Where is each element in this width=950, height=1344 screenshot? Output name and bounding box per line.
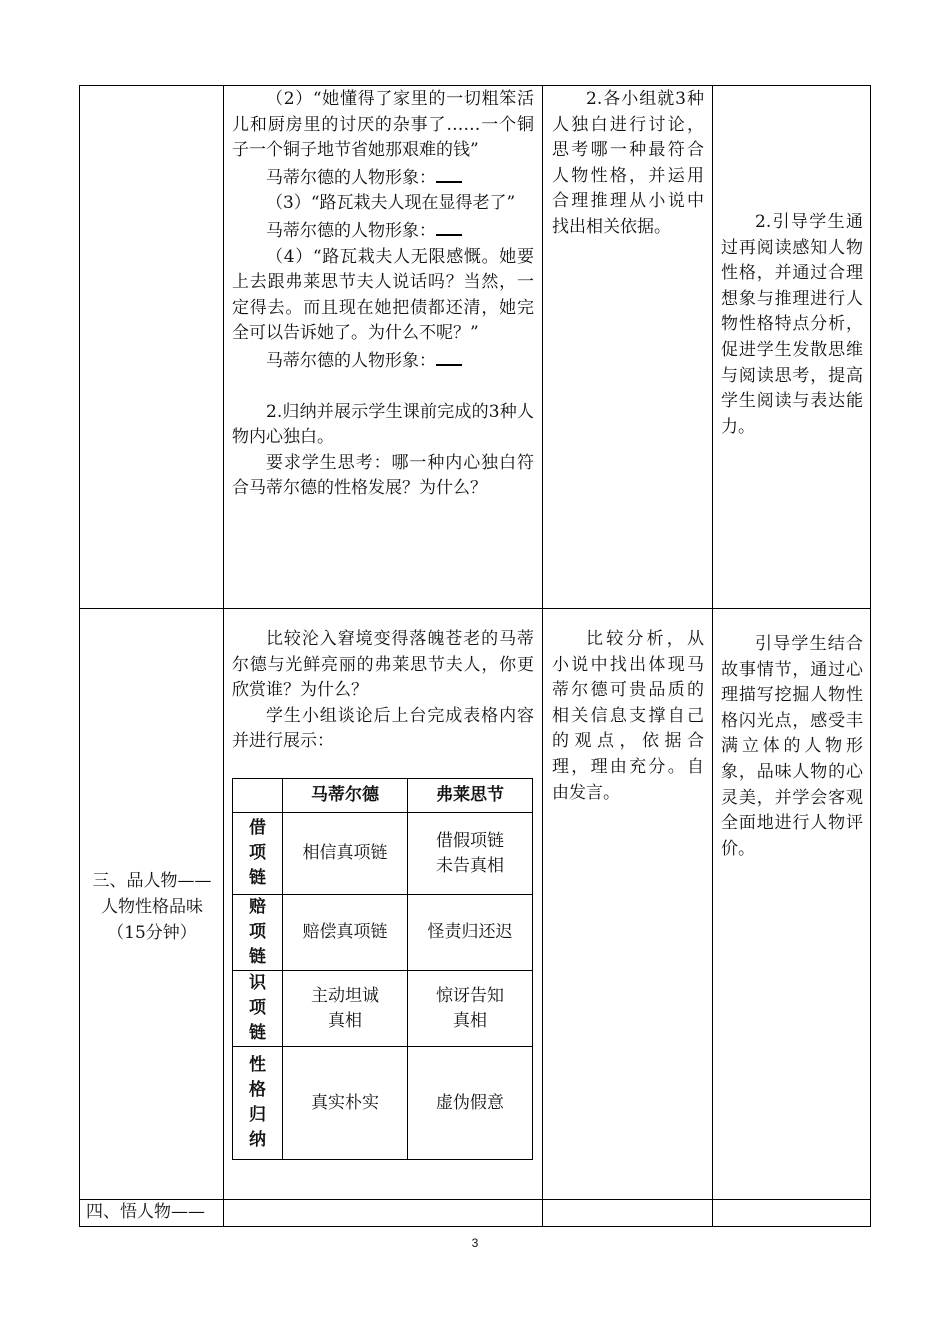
page-number: 3 (471, 1236, 479, 1250)
column-divider (712, 85, 713, 1226)
intent-text: 2.引导学生通过再阅读感知人物性格，并通过合理想象与推理进行人物性格特点分析，促进学生发散思维与阅读思考，提高学生阅读与表达能力。 (721, 212, 863, 437)
answer-blank (436, 347, 462, 366)
row-header: 性 格 归 纳 (233, 1047, 283, 1160)
intent-text: 引导学生结合故事情节，通过心理描写挖掘人物性格闪光点，感受丰满立体的人物形象，品味人物的心灵美，并学会客观全面地进行人物评价。 (721, 634, 863, 859)
column-header: 马蒂尔德 (283, 779, 408, 813)
table-cell: 惊讶告知 真相 (408, 971, 533, 1047)
table-bottom-border (79, 1226, 871, 1227)
section-four-stage: 四、悟人物—— (86, 1202, 205, 1222)
table-cell: 主动坦诚 真相 (283, 971, 408, 1047)
activity-text: 比较分析，从小说中找出体现马蒂尔德可贵品质的相关信息支撑自己的观点，依据合理，理由充分。自由发言。 (552, 629, 704, 803)
answer-blank (436, 217, 462, 236)
image-prompt: 马蒂尔德的人物形象： (232, 164, 534, 192)
table-cell: 虚伪假意 (408, 1047, 533, 1160)
section-three-activity-cell (552, 627, 704, 806)
column-header: 弗莱思节 (408, 779, 533, 813)
row-header: 识 项 链 (233, 971, 283, 1047)
row-header: 借 项 链 (233, 813, 283, 895)
stage-label: 三、品人物—— 人物性格品味 （15分钟） (92, 871, 212, 943)
table-top-border (79, 85, 871, 86)
column-divider (223, 85, 224, 1226)
image-prompt: 马蒂尔德的人物形象： (232, 347, 534, 375)
quote-2: （2）“她懂得了家里的一切粗笨活儿和厨房里的讨厌的杂事了……一个铜子一个铜子地节省她那艰难的钱” (232, 89, 534, 161)
row-divider (79, 608, 871, 609)
row-header: 赔 项 链 (233, 895, 283, 971)
answer-blank (436, 164, 462, 183)
column-divider (542, 85, 543, 1226)
table-cell: 赔偿真项链 (283, 895, 408, 971)
quote-4: （4）“路瓦栽夫人无限感慨。她要上去跟弗莱思节夫人说话吗？当然，一定得去。而且现在她把债都还清，她完全可以告诉她了。为什么不呢？” (232, 246, 534, 344)
image-prompt: 马蒂尔德的人物形象： (232, 217, 534, 245)
table-corner (233, 779, 283, 813)
activity-text: 2.各小组就3种人独白进行讨论，思考哪一种最符合人物性格，并运用合理推理从小说中找出相关依据。 (552, 89, 704, 237)
table-cell: 真实朴实 (283, 1047, 408, 1160)
section-three-content-cell (232, 627, 534, 755)
comparison-table (232, 778, 533, 1160)
comparison-question: 比较沦入窘境变得落魄苍老的马蒂尔德与光鲜亮丽的弗莱思节夫人，你更欣赏谁？为什么？ (232, 629, 534, 701)
table-cell: 相信真项链 (283, 813, 408, 895)
top-intent-cell (721, 210, 863, 440)
quote-3: （3）“路瓦栽夫人现在显得老了” (266, 193, 516, 214)
top-activity-cell (552, 87, 704, 241)
summary-task: 2.归纳并展示学生课前完成的3种人物内心独白。 (232, 401, 534, 448)
column-divider (79, 85, 80, 1226)
table-cell: 借假项链 未告真相 (408, 813, 533, 895)
top-content-cell (232, 87, 534, 502)
thinking-question: 要求学生思考：哪一种内心独白符合马蒂尔德的性格发展？为什么？ (232, 452, 534, 499)
section-three-intent-cell (721, 632, 863, 862)
group-task: 学生小组谈论后上台完成表格内容并进行展示： (232, 705, 534, 752)
table-cell: 怪责归还迟 (408, 895, 533, 971)
column-divider (870, 85, 871, 1226)
